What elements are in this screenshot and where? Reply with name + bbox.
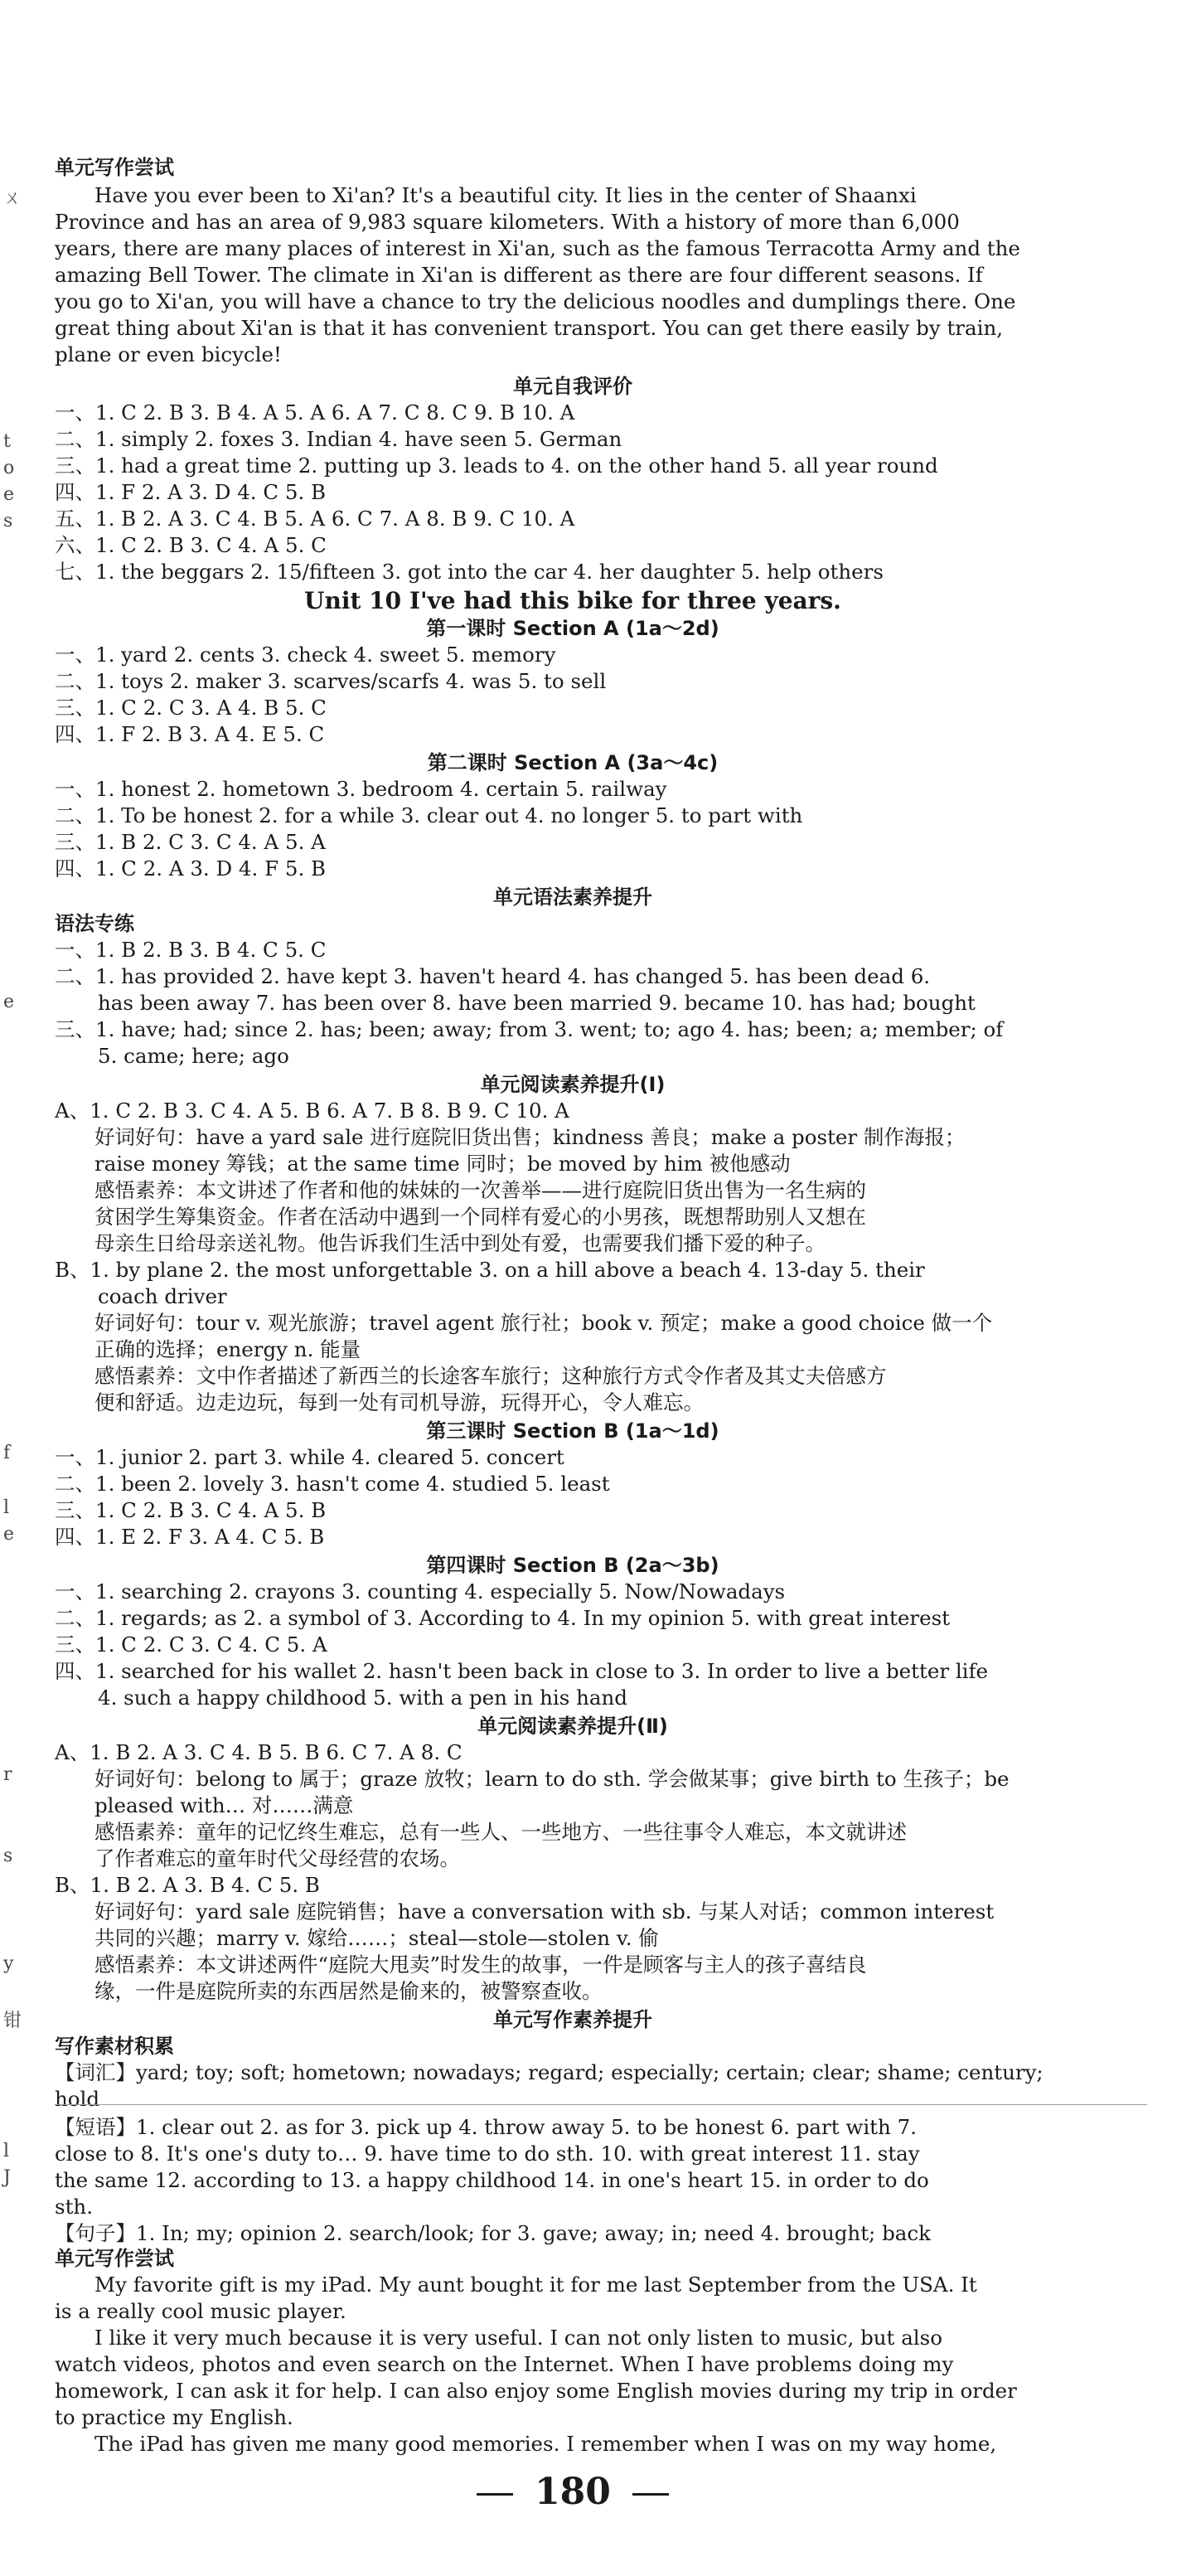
answer-line: 三、1. C 2. C 3. A 4. B 5. C [55,696,327,720]
answer-line: 四、1. searched for his wallet 2. hasn't been back in close to 3. In order to live a better life [55,1659,989,1683]
answer-line: has been away 7. has been over 8. have been married 9. became 10. has had; bought [98,991,976,1015]
material-line: 【短语】1. clear out 2. as for 3. pick up 4. throw away 5. to be honest 6. part with 7. [55,2115,917,2139]
answer-line: 5. came; here; ago [98,1044,289,1068]
page-number-text: 180 [535,2471,611,2513]
answer-line: A、1. C 2. B 3. C 4. A 5. B 6. A 7. B 8. B 9. C 10. A [55,1099,569,1123]
margin-fragment: J [3,2167,11,2188]
lesson-heading: 第二课时 Section A (3a～4c) [427,751,719,774]
margin-fragment: l [3,2141,10,2161]
note-line: 好词好句：yard sale 庭院销售；have a conversation with sb. 与某人对话；common interest [94,1899,995,1924]
essay-line: years, there are many places of interest in Xi'an, such as the famous Terracotta Army and the [55,236,1020,260]
answer-page [55,0,1091,2576]
note-line: 贫困学生筹集资金。作者在活动中遇到一个同样有爱心的小男孩，既想帮助别人又想在 [94,1205,866,1229]
divider [55,2104,1147,2105]
reading-heading: 单元阅读素养提升(Ⅱ) [477,1715,668,1738]
note-line: raise money 筹钱；at the same time 同时；be moved by him 被他感动 [94,1152,791,1176]
margin-fragment: ㄨ [3,188,22,209]
essay-line: Province and has an area of 9,983 square kilometers. With a history of more than 6,000 [55,210,960,234]
answer-line: 三、1. C 2. B 3. C 4. A 5. B [55,1498,327,1522]
material-line: the same 12. according to 13. a happy childhood 14. in one's heart 15. in order to do [55,2168,929,2192]
material-line: 【词汇】yard; toy; soft; hometown; nowadays; regard; especially; certain; clear; shame; century; [55,2060,1044,2084]
essay-line: watch videos, photos and even search on the Internet. When I have problems doing my [55,2352,954,2376]
note-line: 正确的选择；energy n. 能量 [94,1337,361,1361]
answer-line: B、1. by plane 2. the most unforgettable 3. on a hill above a beach 4. 13-day 5. their [55,1258,925,1282]
note-line: 母亲生日给母亲送礼物。他告诉我们生活中到处有爱，也需要我们播下爱的种子。 [94,1231,826,1255]
unit-title: Unit 10 I've had this bike for three years. [304,587,841,614]
dash-left [477,2493,513,2496]
answer-line: 4. such a happy childhood 5. with a pen in his hand [98,1686,627,1710]
margin-fragment: f [3,1443,11,1463]
essay-line: is a really cool music player. [55,2299,346,2323]
answer-line: 四、1. C 2. A 3. D 4. F 5. B [55,856,327,880]
note-line: 缘，一件是庭院所卖的东西居然是偷来的，被警察查收。 [94,1979,603,2003]
margin-fragment: 钳 [3,2011,22,2031]
material-line: close to 8. It's one's duty to… 9. have time to do sth. 10. with great interest 11. stay [55,2142,920,2166]
note-line: 好词好句：belong to 属于；graze 放牧；learn to do sth. 学会做某事；give birth to 生孩子；be [94,1767,1010,1791]
margin-fragment: l [3,1497,10,1518]
lesson-heading: 第四课时 Section B (2a～3b) [426,1554,719,1577]
lesson-heading: 第三课时 Section B (1a～1d) [426,1419,719,1443]
essay-line: to practice my English. [55,2405,293,2429]
essay-line: Have you ever been to Xi'an? It's a beautiful city. It lies in the center of Shaanxi [94,183,917,207]
margin-fragment: e [3,484,15,505]
answer-line: 二、1. has provided 2. have kept 3. haven't heard 4. has changed 5. has been dead 6. [55,964,931,988]
answer-line: 二、1. been 2. lovely 3. hasn't come 4. studied 5. least [55,1472,610,1496]
writing-skills-subheading: 写作素材积累 [55,2035,174,2058]
answer-line: 二、1. regards; as 2. a symbol of 3. According to 4. In my opinion 5. with great interest [55,1606,950,1630]
answer-line: 二、1. To be honest 2. for a while 3. clear out 4. no longer 5. to part with [55,803,803,827]
margin-fragment: e [3,992,15,1012]
essay-line: great thing about Xi'an is that it has convenient transport. You can get there easily by train, [55,316,1004,340]
writing-trial-heading: 单元写作尝试 [55,156,174,179]
grammar-subheading: 语法专练 [55,912,134,935]
essay-line: amazing Bell Tower. The climate in Xi'an is different as there are four different seasons. If [55,263,983,287]
margin-fragment: e [3,1524,15,1545]
note-line: 便和舒适。边走边玩，每到一处有司机导游，玩得开心，令人难忘。 [94,1390,704,1414]
note-line: 共同的兴趣；marry v. 嫁给……；steal—stole—stolen v. 偷 [94,1926,659,1950]
margin-fragment: r [3,1764,12,1785]
note-line: 感悟素养：文中作者描述了新西兰的长途客车旅行；这种旅行方式令作者及其丈夫倍感方 [94,1364,887,1388]
answer-line: 二、1. toys 2. maker 3. scarves/scarfs 4. was 5. to sell [55,669,607,693]
note-line: 好词好句：tour v. 观光旅游；travel agent 旅行社；book v. 预定；make a good choice 做一个 [94,1311,993,1335]
essay-line: you go to Xi'an, you will have a chance to try the delicious noodles and dumplings there. One [55,289,1016,313]
essay-line: I like it very much because it is very useful. I can not only listen to music, but also [94,2326,942,2350]
margin-fragment: y [3,1953,14,1974]
answer-line: coach driver [98,1284,227,1308]
essay-line: plane or even bicycle! [55,342,282,366]
writing-trial-heading: 单元写作尝试 [55,2247,174,2270]
answer-line: 三、1. C 2. C 3. C 4. C 5. A [55,1632,327,1657]
writing-skills-heading: 单元写作素养提升 [493,2008,652,2031]
material-line: hold [55,2087,100,2111]
answer-line: A、1. B 2. A 3. C 4. B 5. B 6. C 7. A 8. C [55,1740,462,1764]
reading-heading: 单元阅读素养提升(Ⅰ) [480,1073,666,1096]
answer-line: 三、1. B 2. C 3. C 4. A 5. A [55,830,326,854]
margin-fragment: o [3,458,15,478]
answer-line: B、1. B 2. A 3. B 4. C 5. B [55,1873,320,1897]
note-line: 感悟素养：童年的记忆终生难忘，总有一些人、一些地方、一些往事令人难忘，本文就讲述 [94,1820,907,1844]
essay-line: homework, I can ask it for help. I can also enjoy some English movies during my trip in order [55,2379,1017,2403]
note-line: 感悟素养：本文讲述两件“庭院大甩卖”时发生的故事，一件是顾客与主人的孩子喜结良 [94,1953,867,1977]
page-number [55,2471,1091,2513]
answer-line: 五、1. B 2. A 3. C 4. B 5. A 6. C 7. A 8. B 9. C 10. A [55,507,575,531]
answer-line: 三、1. had a great time 2. putting up 3. leads to 4. on the other hand 5. all year round [55,454,938,478]
dash-right [632,2493,669,2496]
essay-line: The iPad has given me many good memories. I remember when I was on my way home, [94,2432,997,2456]
note-line: pleased with… 对……满意 [94,1793,354,1817]
answer-line: 二、1. simply 2. foxes 3. Indian 4. have seen 5. German [55,427,622,451]
answer-line: 七、1. the beggars 2. 15/fifteen 3. got into the car 4. her daughter 5. help others [55,560,884,584]
answer-line: 三、1. have; had; since 2. has; been; away; from 3. went; to; ago 4. has; been; a; member; of [55,1017,1004,1041]
material-line: sth. [55,2195,93,2219]
answer-line: 四、1. E 2. F 3. A 4. C 5. B [55,1525,325,1549]
answer-line: 四、1. F 2. B 3. A 4. E 5. C [55,722,325,746]
answer-line: 一、1. C 2. B 3. B 4. A 5. A 6. A 7. C 8. C 9. B 10. A [55,400,575,424]
note-line: 感悟素养：本文讲述了作者和他的妹妹的一次善举——进行庭院旧货出售为一名生病的 [94,1178,866,1202]
essay-line: My favorite gift is my iPad. My aunt bought it for me last September from the USA. It [94,2273,977,2297]
answer-line: 四、1. F 2. A 3. D 4. C 5. B [55,480,327,504]
material-line: 【句子】1. In; my; opinion 2. search/look; for 3. gave; away; in; need 4. brought; back [55,2221,931,2245]
note-line: 了作者难忘的童年时代父母经营的农场。 [94,1846,460,1870]
answer-line: 一、1. honest 2. hometown 3. bedroom 4. certain 5. railway [55,777,667,801]
self-eval-heading: 单元自我评价 [513,375,632,398]
answer-line: 一、1. B 2. B 3. B 4. C 5. C [55,938,327,962]
margin-fragment: t [3,431,11,452]
margin-fragment: s [3,511,13,531]
margin-fragment: s [3,1846,13,1866]
answer-line: 一、1. searching 2. crayons 3. counting 4. especially 5. Now/Nowadays [55,1579,786,1603]
grammar-heading: 单元语法素养提升 [493,885,652,909]
answer-line: 六、1. C 2. B 3. C 4. A 5. C [55,533,327,557]
lesson-heading: 第一课时 Section A (1a～2d) [426,617,719,640]
answer-line: 一、1. yard 2. cents 3. check 4. sweet 5. memory [55,643,556,667]
answer-line: 一、1. junior 2. part 3. while 4. cleared 5. concert [55,1445,564,1469]
note-line: 好词好句：have a yard sale 进行庭院旧货出售；kindness 善良；make a poster 制作海报； [94,1125,966,1149]
